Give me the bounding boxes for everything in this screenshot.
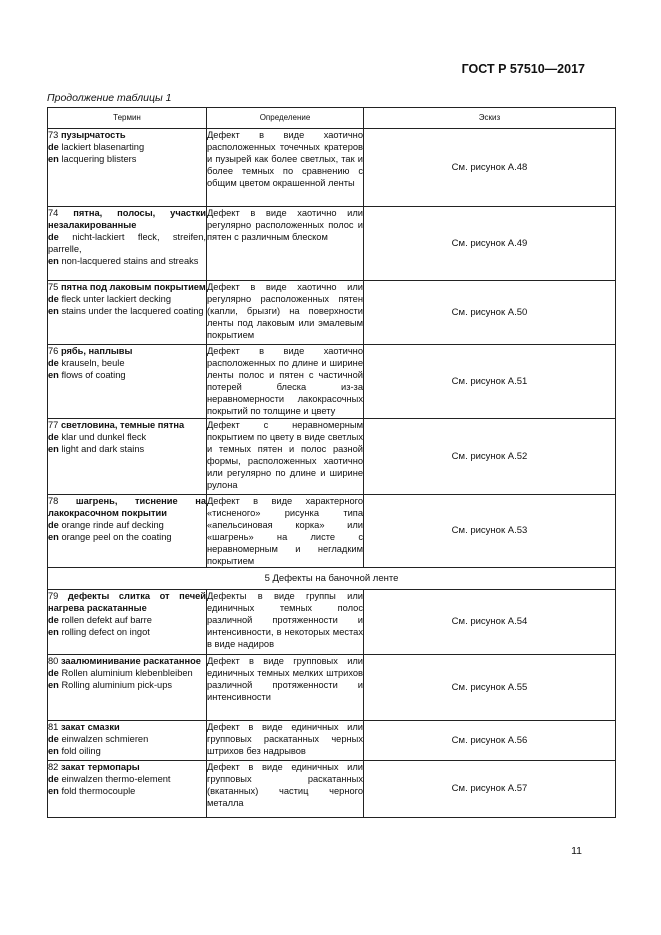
term-cell xyxy=(48,590,207,655)
term-russian: пятна, полосы, участки незалакированные xyxy=(48,208,206,230)
term-english: light and dark stains xyxy=(61,444,145,454)
term-cell xyxy=(48,129,207,207)
lang-code-de: de xyxy=(48,668,59,678)
column-header-term: Термин xyxy=(48,108,207,129)
term-de xyxy=(48,231,206,255)
term-ru xyxy=(48,345,206,357)
term-russian: заалюминивание раскатанное xyxy=(60,656,201,666)
table-body-can-strip-defects xyxy=(48,590,616,818)
standard-number: ГОСТ Р 57510—2017 xyxy=(461,62,585,76)
term-english: Rolling aluminium pick-ups xyxy=(61,680,173,690)
term-en xyxy=(48,785,206,797)
term-ru xyxy=(48,761,206,773)
sketch-cell: См. рисунок А.52 xyxy=(364,419,616,495)
terms-table xyxy=(47,107,616,818)
term-german: Rollen aluminium klebenbleiben xyxy=(61,668,193,678)
term-number: 75 xyxy=(48,282,59,292)
term-russian: рябь, наплывы xyxy=(60,346,133,356)
term-number: 80 xyxy=(48,656,59,666)
term-german: fleck unter lackiert decking xyxy=(61,294,172,304)
term-en xyxy=(48,531,206,543)
lang-code-en: en xyxy=(48,306,59,316)
term-german: nicht-lackiert fleck, streifen, parrelle, xyxy=(48,232,206,254)
term-ru xyxy=(48,207,206,231)
term-cell xyxy=(48,207,207,281)
term-en xyxy=(48,255,206,267)
term-english: lacquering blisters xyxy=(61,154,137,164)
term-russian: пятна под лаковым покрытием xyxy=(60,282,206,292)
column-header-definition: Определение xyxy=(207,108,364,129)
definition-cell: Дефект в виде единичных или групповых раскатанных (вкатанных) частиц черного металла xyxy=(207,761,364,818)
definition-cell: Дефект в виде единичных или групповых раскатанных черных штрихов без надрывов xyxy=(207,721,364,761)
term-russian: закат смазки xyxy=(60,722,120,732)
table-row xyxy=(48,129,616,207)
term-number: 78 xyxy=(48,496,59,506)
lang-code-de: de xyxy=(48,358,59,368)
lang-code-en: en xyxy=(48,532,59,542)
definition-cell: Дефекты в виде группы или единичных темных полос различной протяженности и интенсивности, в некоторых местах в виде надиров xyxy=(207,590,364,655)
term-english: rolling defect on ingot xyxy=(61,627,150,637)
lang-code-de: de xyxy=(48,734,59,744)
sketch-cell: См. рисунок А.55 xyxy=(364,655,616,721)
sketch-cell: См. рисунок А.48 xyxy=(364,129,616,207)
term-ru xyxy=(48,721,206,733)
term-english: non-lacquered stains and streaks xyxy=(61,256,199,266)
column-header-sketch: Эскиз xyxy=(364,108,616,129)
section-row xyxy=(48,568,616,590)
definition-cell: Дефект в виде хаотично расположенных точечных кратеров и пузырей как более светлых, так и более темных по сравнению с общим цветом окрашенной ленты xyxy=(207,129,364,207)
lang-code-de: de xyxy=(48,142,59,152)
sketch-cell: См. рисунок А.56 xyxy=(364,721,616,761)
lang-code-de: de xyxy=(48,294,59,304)
lang-code-en: en xyxy=(48,256,59,266)
term-ru xyxy=(48,419,206,431)
section-title: 5 Дефекты на баночной ленте xyxy=(48,568,616,590)
term-number: 76 xyxy=(48,346,59,356)
table-row xyxy=(48,590,616,655)
definition-cell: Дефект в виде хаотично или регулярно расположенных пятен (капли, брызги) на поверхности ленты под лаковым или эмалевым покрытием xyxy=(207,281,364,345)
term-russian: закат термопары xyxy=(60,762,140,772)
term-de xyxy=(48,773,206,785)
table-row xyxy=(48,761,616,818)
term-de xyxy=(48,431,206,443)
term-english: stains under the lacquered coating xyxy=(61,306,204,316)
term-number: 73 xyxy=(48,130,59,140)
table-row xyxy=(48,495,616,568)
term-de xyxy=(48,614,206,626)
lang-code-en: en xyxy=(48,680,59,690)
term-de xyxy=(48,733,206,745)
term-en xyxy=(48,369,206,381)
table-header-row xyxy=(48,108,616,129)
term-cell xyxy=(48,761,207,818)
term-cell xyxy=(48,281,207,345)
term-german: krauseln, beule xyxy=(61,358,125,368)
term-cell xyxy=(48,721,207,761)
term-cell xyxy=(48,495,207,568)
term-ru xyxy=(48,590,206,614)
sketch-cell: См. рисунок А.51 xyxy=(364,345,616,419)
table-row xyxy=(48,655,616,721)
table-body-coating-defects xyxy=(48,129,616,568)
term-russian: шагрень, тиснение на лакокрасочном покрытии xyxy=(48,496,206,518)
term-english: orange peel on the coating xyxy=(61,532,172,542)
lang-code-de: de xyxy=(48,520,59,530)
term-cell xyxy=(48,345,207,419)
term-de xyxy=(48,519,206,531)
term-russian: дефекты слитка от печей нагрева раскатанные xyxy=(48,591,206,613)
term-en xyxy=(48,745,206,757)
sketch-cell: См. рисунок А.54 xyxy=(364,590,616,655)
table-row xyxy=(48,419,616,495)
table-continuation-label: Продолжение таблицы 1 xyxy=(47,92,172,104)
lang-code-de: de xyxy=(48,615,59,625)
lang-code-de: de xyxy=(48,774,59,784)
term-german: rollen defekt auf barre xyxy=(61,615,152,625)
term-en xyxy=(48,626,206,638)
term-german: einwalzen schmieren xyxy=(61,734,149,744)
lang-code-en: en xyxy=(48,786,59,796)
term-german: einwalzen thermo-element xyxy=(61,774,171,784)
definition-cell: Дефект в виде групповых или единичных темных мелких штрихов различной протяженности и интенсивности xyxy=(207,655,364,721)
definition-cell: Дефект в виде характерного «тисненого» рисунка типа «апельсиновая корка» или «шагрень» на листе с неравномерным и негладким покрытием xyxy=(207,496,363,566)
definition-cell: Дефект с неравномерным покрытием по цвету в виде светлых и темных пятен и полос разной формы, расположенных хаотично или регулярно по длине и ширине рулона xyxy=(207,419,364,495)
sketch-cell: См. рисунок А.49 xyxy=(364,207,616,281)
term-en xyxy=(48,443,206,455)
term-german: orange rinde auf decking xyxy=(61,520,164,530)
lang-code-de: de xyxy=(48,232,59,242)
term-english: fold thermocouple xyxy=(61,786,136,796)
lang-code-en: en xyxy=(48,444,59,454)
term-en xyxy=(48,153,206,165)
table-row xyxy=(48,207,616,281)
term-german: klar und dunkel fleck xyxy=(61,432,147,442)
term-en xyxy=(48,305,206,317)
term-ru xyxy=(48,129,206,141)
term-ru xyxy=(48,495,206,519)
term-ru xyxy=(48,281,206,293)
lang-code-de: de xyxy=(48,432,59,442)
term-cell xyxy=(48,419,207,495)
term-russian: светловина, темные пятна xyxy=(60,420,185,430)
term-english: fold oiling xyxy=(61,746,101,756)
term-de xyxy=(48,667,206,679)
table-row xyxy=(48,721,616,761)
term-de xyxy=(48,293,206,305)
lang-code-en: en xyxy=(48,370,59,380)
term-english: flows of coating xyxy=(61,370,126,380)
lang-code-en: en xyxy=(48,154,59,164)
sketch-cell: См. рисунок А.53 xyxy=(364,495,616,568)
sketch-cell: См. рисунок А.57 xyxy=(364,761,616,818)
term-de xyxy=(48,141,206,153)
page-number: 11 xyxy=(571,845,582,857)
term-cell xyxy=(48,655,207,721)
term-number: 79 xyxy=(48,591,59,601)
table-row xyxy=(48,345,616,419)
term-de xyxy=(48,357,206,369)
term-russian: пузырчатость xyxy=(60,130,126,140)
sketch-cell: См. рисунок А.50 xyxy=(364,281,616,345)
definition-cell: Дефект в виде хаотично расположенных по длине и ширине ленты полос и пятен с частичной потерей блеска из-за неравномерности лакокрасочных покрытий по толщине и цвету xyxy=(207,345,364,419)
definition-cell: Дефект в виде хаотично или регулярно расположенных полос и пятен с различным блеском xyxy=(207,207,364,281)
term-german: lackiert blasenarting xyxy=(61,142,145,152)
table-row xyxy=(48,281,616,345)
term-ru xyxy=(48,655,206,667)
term-number: 81 xyxy=(48,722,59,732)
lang-code-en: en xyxy=(48,746,59,756)
term-en xyxy=(48,679,206,691)
term-number: 74 xyxy=(48,208,59,218)
term-number: 82 xyxy=(48,762,59,772)
term-number: 77 xyxy=(48,420,59,430)
lang-code-en: en xyxy=(48,627,59,637)
